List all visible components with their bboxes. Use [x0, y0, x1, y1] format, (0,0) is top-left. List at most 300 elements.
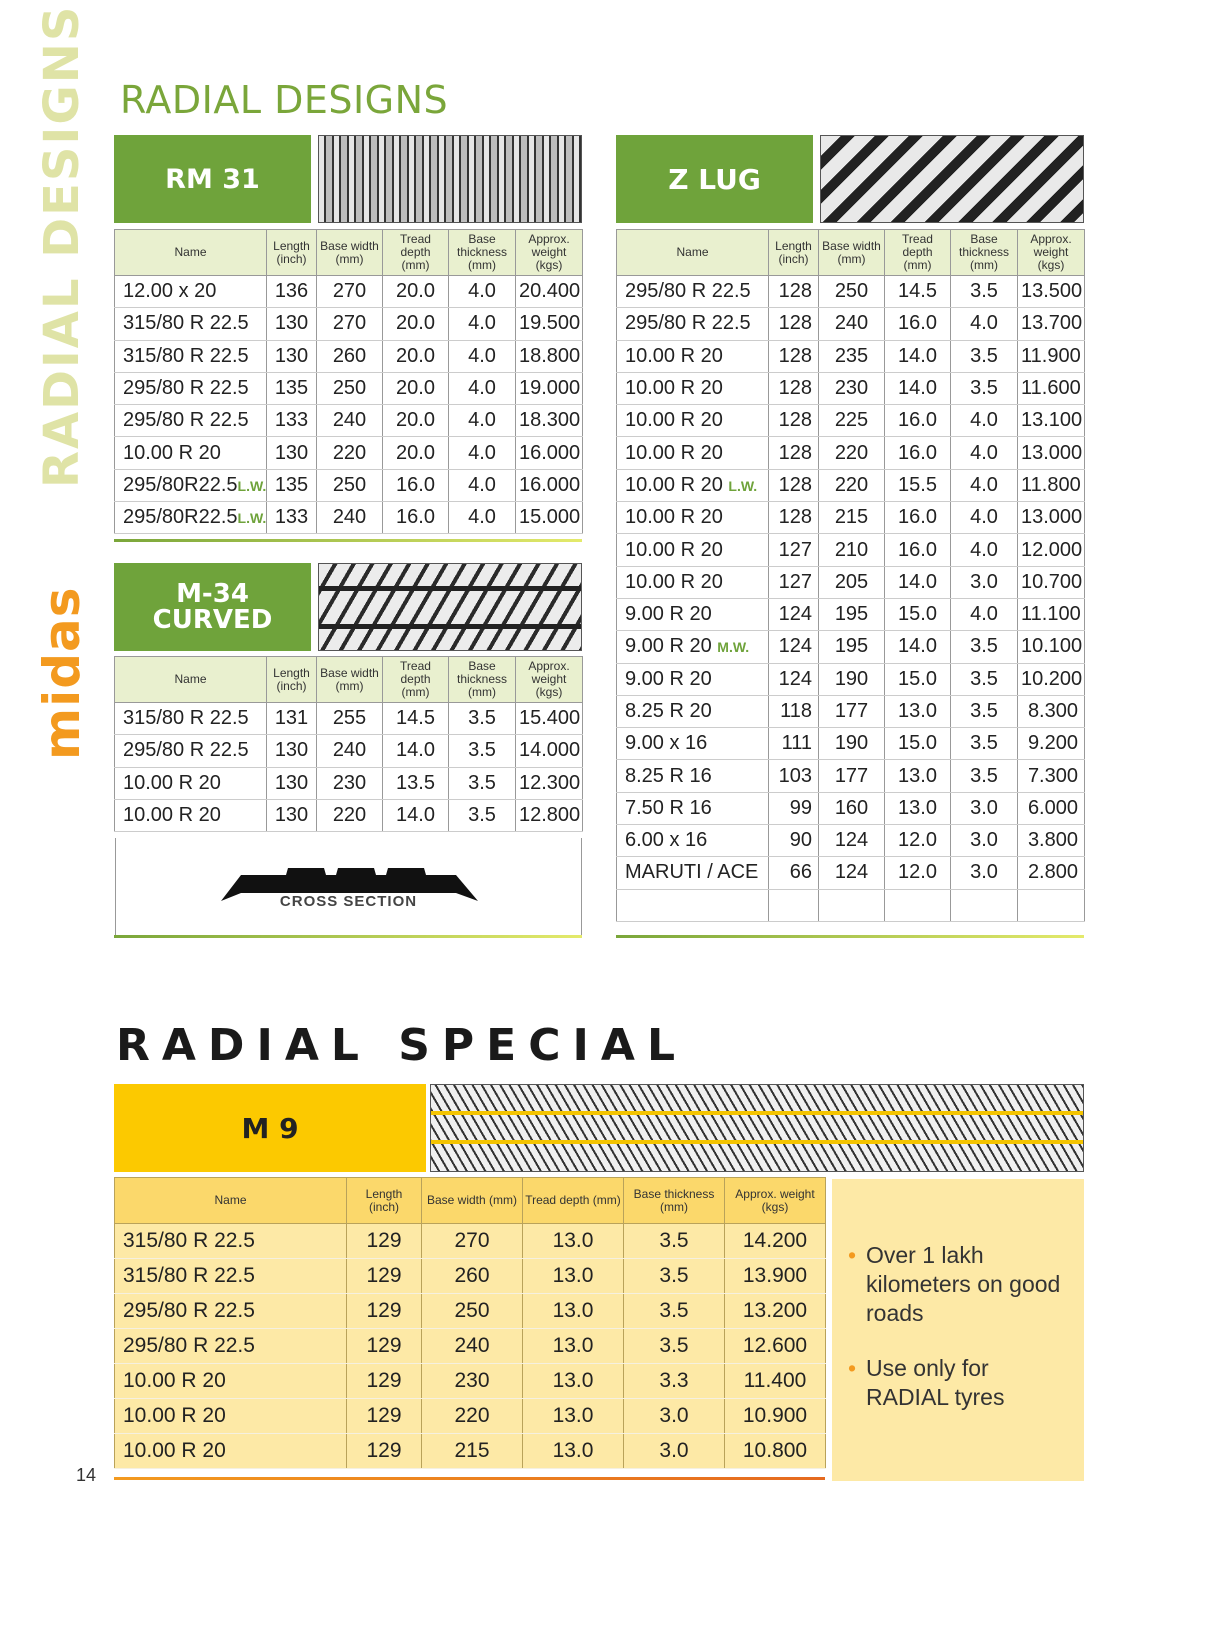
column-header: Base thickness (mm)	[449, 657, 516, 703]
value-cell: 9.200	[1018, 728, 1085, 760]
column-header: Name	[617, 230, 769, 276]
table-row	[617, 566, 1085, 598]
value-cell: 3.0	[951, 857, 1018, 889]
tyre-size-cell: 315/80 R 22.5	[115, 1224, 347, 1259]
value-cell: 4.0	[449, 469, 516, 501]
table-row	[115, 703, 583, 735]
value-cell: 3.5	[951, 631, 1018, 663]
value-cell: 250	[422, 1294, 523, 1329]
value-cell: 127	[769, 566, 819, 598]
value-cell: 20.0	[383, 405, 449, 437]
side-title: RADIAL DESIGNS	[34, 4, 90, 488]
value-cell: 270	[317, 308, 383, 340]
value-cell: 16.0	[885, 502, 951, 534]
column-header: Base thickness (mm)	[951, 230, 1018, 276]
value-cell: 130	[267, 308, 317, 340]
table-row	[617, 276, 1085, 308]
m9-table	[114, 1177, 826, 1469]
value-cell: 14.0	[383, 735, 449, 767]
tyre-size-cell: 295/80 R 22.5	[617, 276, 769, 308]
tyre-size-cell: 10.00 R 20	[115, 437, 267, 469]
value-cell: 11.400	[725, 1364, 826, 1399]
table-row	[617, 825, 1085, 857]
value-cell: 4.0	[449, 372, 516, 404]
value-cell: 13.0	[523, 1434, 624, 1469]
tyre-size-cell: 295/80 R 22.5	[115, 1294, 347, 1329]
value-cell: 128	[769, 469, 819, 501]
m9-title: M 9	[114, 1084, 426, 1172]
value-cell: 11.600	[1018, 372, 1085, 404]
value-cell: 13.5	[383, 767, 449, 799]
tyre-size-cell: 6.00 x 16	[617, 825, 769, 857]
table-row	[115, 308, 583, 340]
table-row	[115, 276, 583, 308]
value-cell: 3.0	[951, 566, 1018, 598]
value-cell: 11.100	[1018, 598, 1085, 630]
value-cell: 220	[317, 437, 383, 469]
table-row	[617, 792, 1085, 824]
column-header: Approx. weight (kgs)	[725, 1178, 826, 1224]
value-cell: 250	[317, 469, 383, 501]
value-cell: 13.0	[523, 1259, 624, 1294]
table-row	[617, 437, 1085, 469]
section-title: RADIAL SPECIAL	[116, 1020, 687, 1071]
value-cell: 3.5	[624, 1259, 725, 1294]
value-cell: 13.100	[1018, 405, 1085, 437]
value-cell: 99	[769, 792, 819, 824]
tyre-size-cell: 8.25 R 20	[617, 695, 769, 727]
value-cell: 10.800	[725, 1434, 826, 1469]
variant-suffix: L.W.	[728, 477, 758, 494]
table-row	[617, 405, 1085, 437]
value-cell: 135	[267, 469, 317, 501]
column-header: Tread depth (mm)	[523, 1178, 624, 1224]
value-cell: 11.900	[1018, 340, 1085, 372]
value-cell: 13.0	[523, 1224, 624, 1259]
column-header: Length (inch)	[347, 1178, 422, 1224]
value-cell: 8.300	[1018, 695, 1085, 727]
value-cell: 15.400	[516, 703, 583, 735]
value-cell	[885, 889, 951, 921]
value-cell: 3.5	[951, 663, 1018, 695]
value-cell: 3.5	[449, 799, 516, 831]
cross-section	[115, 838, 582, 936]
value-cell: 20.0	[383, 340, 449, 372]
value-cell: 20.0	[383, 276, 449, 308]
tyre-size-cell: 9.00 R 20	[617, 663, 769, 695]
rm31-title: RM 31	[114, 135, 311, 223]
value-cell: 240	[422, 1329, 523, 1364]
value-cell: 135	[267, 372, 317, 404]
rm31-tread-image	[318, 135, 582, 223]
value-cell: 13.900	[725, 1259, 826, 1294]
table-row	[617, 857, 1085, 889]
column-header: Base width (mm)	[317, 230, 383, 276]
table-row	[617, 308, 1085, 340]
column-header: Name	[115, 1178, 347, 1224]
value-cell: 3.5	[449, 703, 516, 735]
column-header: Length (inch)	[769, 230, 819, 276]
value-cell: 3.5	[951, 695, 1018, 727]
value-cell: 16.0	[885, 308, 951, 340]
page-number: 14	[76, 1465, 97, 1485]
m9-tread-image	[430, 1084, 1084, 1172]
zlug-header	[616, 135, 1084, 223]
tyre-size-cell: 10.00 R 20	[115, 799, 267, 831]
value-cell: 129	[347, 1364, 422, 1399]
value-cell: 129	[347, 1399, 422, 1434]
tyre-size-cell: 295/80R22.5L.W.	[115, 469, 267, 501]
value-cell: 12.800	[516, 799, 583, 831]
value-cell: 240	[317, 502, 383, 534]
note-item: • Use only for RADIAL tyres	[866, 1354, 1072, 1412]
value-cell: 128	[769, 308, 819, 340]
value-cell: 136	[267, 276, 317, 308]
value-cell: 14.200	[725, 1224, 826, 1259]
value-cell: 4.0	[449, 340, 516, 372]
value-cell: 16.0	[885, 437, 951, 469]
value-cell: 3.5	[624, 1224, 725, 1259]
value-cell: 13.500	[1018, 276, 1085, 308]
value-cell: 13.0	[885, 792, 951, 824]
value-cell: 235	[819, 340, 885, 372]
value-cell: 90	[769, 825, 819, 857]
table-row	[115, 1364, 826, 1399]
value-cell: 4.0	[951, 502, 1018, 534]
value-cell: 205	[819, 566, 885, 598]
m34-header	[114, 563, 582, 651]
value-cell: 220	[422, 1399, 523, 1434]
value-cell: 13.700	[1018, 308, 1085, 340]
value-cell: 16.0	[383, 502, 449, 534]
rm31-table	[114, 229, 583, 534]
value-cell: 111	[769, 728, 819, 760]
value-cell: 19.500	[516, 308, 583, 340]
value-cell: 103	[769, 760, 819, 792]
value-cell: 128	[769, 502, 819, 534]
table-row	[617, 631, 1085, 663]
m9-notes	[832, 1179, 1084, 1481]
table-row	[115, 1329, 826, 1364]
m34-tread-image	[318, 563, 582, 651]
value-cell: 66	[769, 857, 819, 889]
value-cell: 4.0	[951, 598, 1018, 630]
value-cell: 3.0	[951, 825, 1018, 857]
value-cell: 128	[769, 437, 819, 469]
note-item: • Over 1 lakh kilometers on good roads	[866, 1241, 1072, 1328]
tyre-size-cell: 10.00 R 20	[115, 1434, 347, 1469]
table-row	[617, 760, 1085, 792]
value-cell: 13.0	[885, 760, 951, 792]
value-cell: 14.0	[885, 631, 951, 663]
value-cell: 16.000	[516, 469, 583, 501]
table-row	[115, 1224, 826, 1259]
column-header: Length (inch)	[267, 230, 317, 276]
value-cell: 13.0	[523, 1364, 624, 1399]
value-cell: 130	[267, 735, 317, 767]
value-cell: 13.0	[523, 1294, 624, 1329]
value-cell: 130	[267, 799, 317, 831]
m34-table	[114, 656, 583, 832]
column-header: Base width (mm)	[422, 1178, 523, 1224]
table-row	[617, 663, 1085, 695]
column-header: Tread depth (mm)	[885, 230, 951, 276]
tyre-size-cell: 10.00 R 20	[617, 372, 769, 404]
value-cell: 15.0	[885, 598, 951, 630]
value-cell: 129	[347, 1259, 422, 1294]
value-cell: 220	[317, 799, 383, 831]
value-cell: 230	[317, 767, 383, 799]
value-cell: 7.300	[1018, 760, 1085, 792]
value-cell: 129	[347, 1224, 422, 1259]
value-cell: 16.0	[383, 469, 449, 501]
value-cell: 124	[769, 598, 819, 630]
value-cell: 4.0	[951, 308, 1018, 340]
value-cell: 190	[819, 663, 885, 695]
value-cell: 128	[769, 340, 819, 372]
value-cell: 15.000	[516, 502, 583, 534]
table-row	[617, 502, 1085, 534]
table-row	[617, 469, 1085, 501]
zlug-title: Z LUG	[616, 135, 813, 223]
value-cell: 270	[317, 276, 383, 308]
value-cell: 177	[819, 695, 885, 727]
tyre-size-cell: 315/80 R 22.5	[115, 340, 267, 372]
value-cell: 3.3	[624, 1364, 725, 1399]
column-header: Approx. weight (kgs)	[516, 230, 583, 276]
value-cell: 270	[422, 1224, 523, 1259]
value-cell: 130	[267, 437, 317, 469]
value-cell: 177	[819, 760, 885, 792]
value-cell: 124	[819, 857, 885, 889]
value-cell: 129	[347, 1329, 422, 1364]
value-cell: 240	[317, 405, 383, 437]
value-cell: 124	[819, 825, 885, 857]
tyre-size-cell: 295/80R22.5L.W.	[115, 502, 267, 534]
table-row	[115, 1294, 826, 1329]
value-cell: 6.000	[1018, 792, 1085, 824]
value-cell: 15.0	[885, 728, 951, 760]
value-cell: 16.000	[516, 437, 583, 469]
value-cell: 16.0	[885, 534, 951, 566]
value-cell: 13.000	[1018, 437, 1085, 469]
value-cell: 3.0	[951, 792, 1018, 824]
cross-section-label: CROSS SECTION	[279, 893, 418, 910]
value-cell: 133	[267, 502, 317, 534]
tyre-size-cell: 7.50 R 16	[617, 792, 769, 824]
value-cell: 195	[819, 631, 885, 663]
value-cell: 13.200	[725, 1294, 826, 1329]
value-cell: 14.0	[885, 340, 951, 372]
value-cell: 12.600	[725, 1329, 826, 1364]
value-cell: 128	[769, 276, 819, 308]
variant-suffix: L.W.	[237, 510, 267, 527]
value-cell: 13.000	[1018, 502, 1085, 534]
m34-title-line2: CURVED	[152, 605, 273, 635]
column-header: Length (inch)	[267, 657, 317, 703]
value-cell: 10.100	[1018, 631, 1085, 663]
table-row	[115, 437, 583, 469]
value-cell: 4.0	[951, 405, 1018, 437]
tyre-size-cell: 10.00 R 20	[617, 534, 769, 566]
value-cell: 3.5	[951, 276, 1018, 308]
value-cell: 20.0	[383, 372, 449, 404]
value-cell: 20.400	[516, 276, 583, 308]
tyre-size-cell: 10.00 R 20	[617, 405, 769, 437]
table-row	[115, 502, 583, 534]
divider	[114, 935, 582, 938]
tyre-size-cell: 295/80 R 22.5	[115, 405, 267, 437]
tyre-size-cell: 315/80 R 22.5	[115, 308, 267, 340]
value-cell: 20.0	[383, 308, 449, 340]
value-cell: 3.5	[951, 372, 1018, 404]
tyre-size-cell: 10.00 R 20	[617, 502, 769, 534]
value-cell: 4.0	[951, 534, 1018, 566]
tyre-size-cell: 12.00 x 20	[115, 276, 267, 308]
value-cell: 215	[819, 502, 885, 534]
value-cell: 129	[347, 1294, 422, 1329]
value-cell: 240	[317, 735, 383, 767]
value-cell: 10.200	[1018, 663, 1085, 695]
value-cell: 15.5	[885, 469, 951, 501]
value-cell: 195	[819, 598, 885, 630]
value-cell: 10.900	[725, 1399, 826, 1434]
value-cell: 255	[317, 703, 383, 735]
value-cell: 12.300	[516, 767, 583, 799]
table-row	[115, 799, 583, 831]
tyre-size-cell: 10.00 R 20	[115, 1364, 347, 1399]
rm31-header	[114, 135, 582, 223]
tyre-size-cell: 295/80 R 22.5	[115, 735, 267, 767]
value-cell: 15.0	[885, 663, 951, 695]
value-cell: 14.0	[885, 566, 951, 598]
tyre-size-cell: MARUTI / ACE	[617, 857, 769, 889]
value-cell	[1018, 889, 1085, 921]
value-cell: 220	[819, 469, 885, 501]
table-row	[115, 372, 583, 404]
value-cell: 128	[769, 405, 819, 437]
tyre-size-cell: 315/80 R 22.5	[115, 703, 267, 735]
tyre-size-cell: 9.00 x 16	[617, 728, 769, 760]
divider	[616, 935, 1084, 938]
table-row	[115, 1259, 826, 1294]
divider	[114, 539, 582, 542]
value-cell: 3.5	[624, 1294, 725, 1329]
value-cell	[951, 889, 1018, 921]
value-cell: 13.0	[885, 695, 951, 727]
tyre-size-cell: 295/80 R 22.5	[115, 1329, 347, 1364]
value-cell: 3.5	[951, 340, 1018, 372]
table-row	[617, 534, 1085, 566]
value-cell: 3.5	[449, 735, 516, 767]
zlug-tread-image	[820, 135, 1084, 223]
tyre-size-cell	[617, 889, 769, 921]
value-cell: 127	[769, 534, 819, 566]
column-header: Base width (mm)	[819, 230, 885, 276]
m34-title-line1: M-34	[176, 579, 249, 609]
value-cell: 3.800	[1018, 825, 1085, 857]
variant-suffix: M.W.	[717, 639, 750, 656]
value-cell: 190	[819, 728, 885, 760]
value-cell: 225	[819, 405, 885, 437]
column-header: Name	[115, 230, 267, 276]
value-cell: 3.5	[951, 728, 1018, 760]
value-cell: 131	[267, 703, 317, 735]
tyre-size-cell: 10.00 R 20	[617, 566, 769, 598]
value-cell: 3.5	[449, 767, 516, 799]
tyre-size-cell: 9.00 R 20 M.W.	[617, 631, 769, 663]
page-title: RADIAL DESIGNS	[120, 78, 449, 122]
table-row	[115, 1434, 826, 1469]
value-cell: 19.000	[516, 372, 583, 404]
value-cell	[769, 889, 819, 921]
value-cell: 129	[347, 1434, 422, 1469]
value-cell: 124	[769, 631, 819, 663]
table-row	[617, 340, 1085, 372]
table-header-row	[617, 230, 1085, 276]
table-row	[617, 889, 1085, 921]
value-cell: 4.0	[449, 502, 516, 534]
value-cell: 14.0	[383, 799, 449, 831]
value-cell: 128	[769, 372, 819, 404]
column-header: Tread depth (mm)	[383, 657, 449, 703]
value-cell: 210	[819, 534, 885, 566]
m34-title	[114, 563, 311, 651]
value-cell: 4.0	[449, 276, 516, 308]
table-row	[617, 728, 1085, 760]
table-row	[115, 340, 583, 372]
column-header: Approx. weight (kgs)	[1018, 230, 1085, 276]
value-cell: 118	[769, 695, 819, 727]
tyre-size-cell: 295/80 R 22.5	[115, 372, 267, 404]
value-cell: 3.0	[624, 1399, 725, 1434]
value-cell: 130	[267, 767, 317, 799]
value-cell: 230	[422, 1364, 523, 1399]
column-header: Approx. weight (kgs)	[516, 657, 583, 703]
value-cell: 260	[317, 340, 383, 372]
value-cell: 250	[819, 276, 885, 308]
value-cell: 18.800	[516, 340, 583, 372]
value-cell: 3.5	[951, 760, 1018, 792]
value-cell: 124	[769, 663, 819, 695]
value-cell: 14.5	[885, 276, 951, 308]
value-cell: 13.0	[523, 1399, 624, 1434]
value-cell: 13.0	[523, 1329, 624, 1364]
column-header: Base thickness (mm)	[449, 230, 516, 276]
value-cell: 12.000	[1018, 534, 1085, 566]
table-row	[617, 372, 1085, 404]
value-cell: 230	[819, 372, 885, 404]
value-cell: 2.800	[1018, 857, 1085, 889]
value-cell: 10.700	[1018, 566, 1085, 598]
value-cell: 4.0	[449, 437, 516, 469]
value-cell: 4.0	[449, 308, 516, 340]
value-cell: 130	[267, 340, 317, 372]
value-cell	[819, 889, 885, 921]
value-cell: 160	[819, 792, 885, 824]
table-row	[617, 598, 1085, 630]
value-cell: 20.0	[383, 437, 449, 469]
column-header: Base thickness (mm)	[624, 1178, 725, 1224]
value-cell: 14.5	[383, 703, 449, 735]
value-cell: 4.0	[951, 469, 1018, 501]
table-header-row	[115, 1178, 826, 1224]
tyre-size-cell: 315/80 R 22.5	[115, 1259, 347, 1294]
value-cell: 4.0	[951, 437, 1018, 469]
table-row	[617, 695, 1085, 727]
value-cell: 240	[819, 308, 885, 340]
value-cell: 14.000	[516, 735, 583, 767]
